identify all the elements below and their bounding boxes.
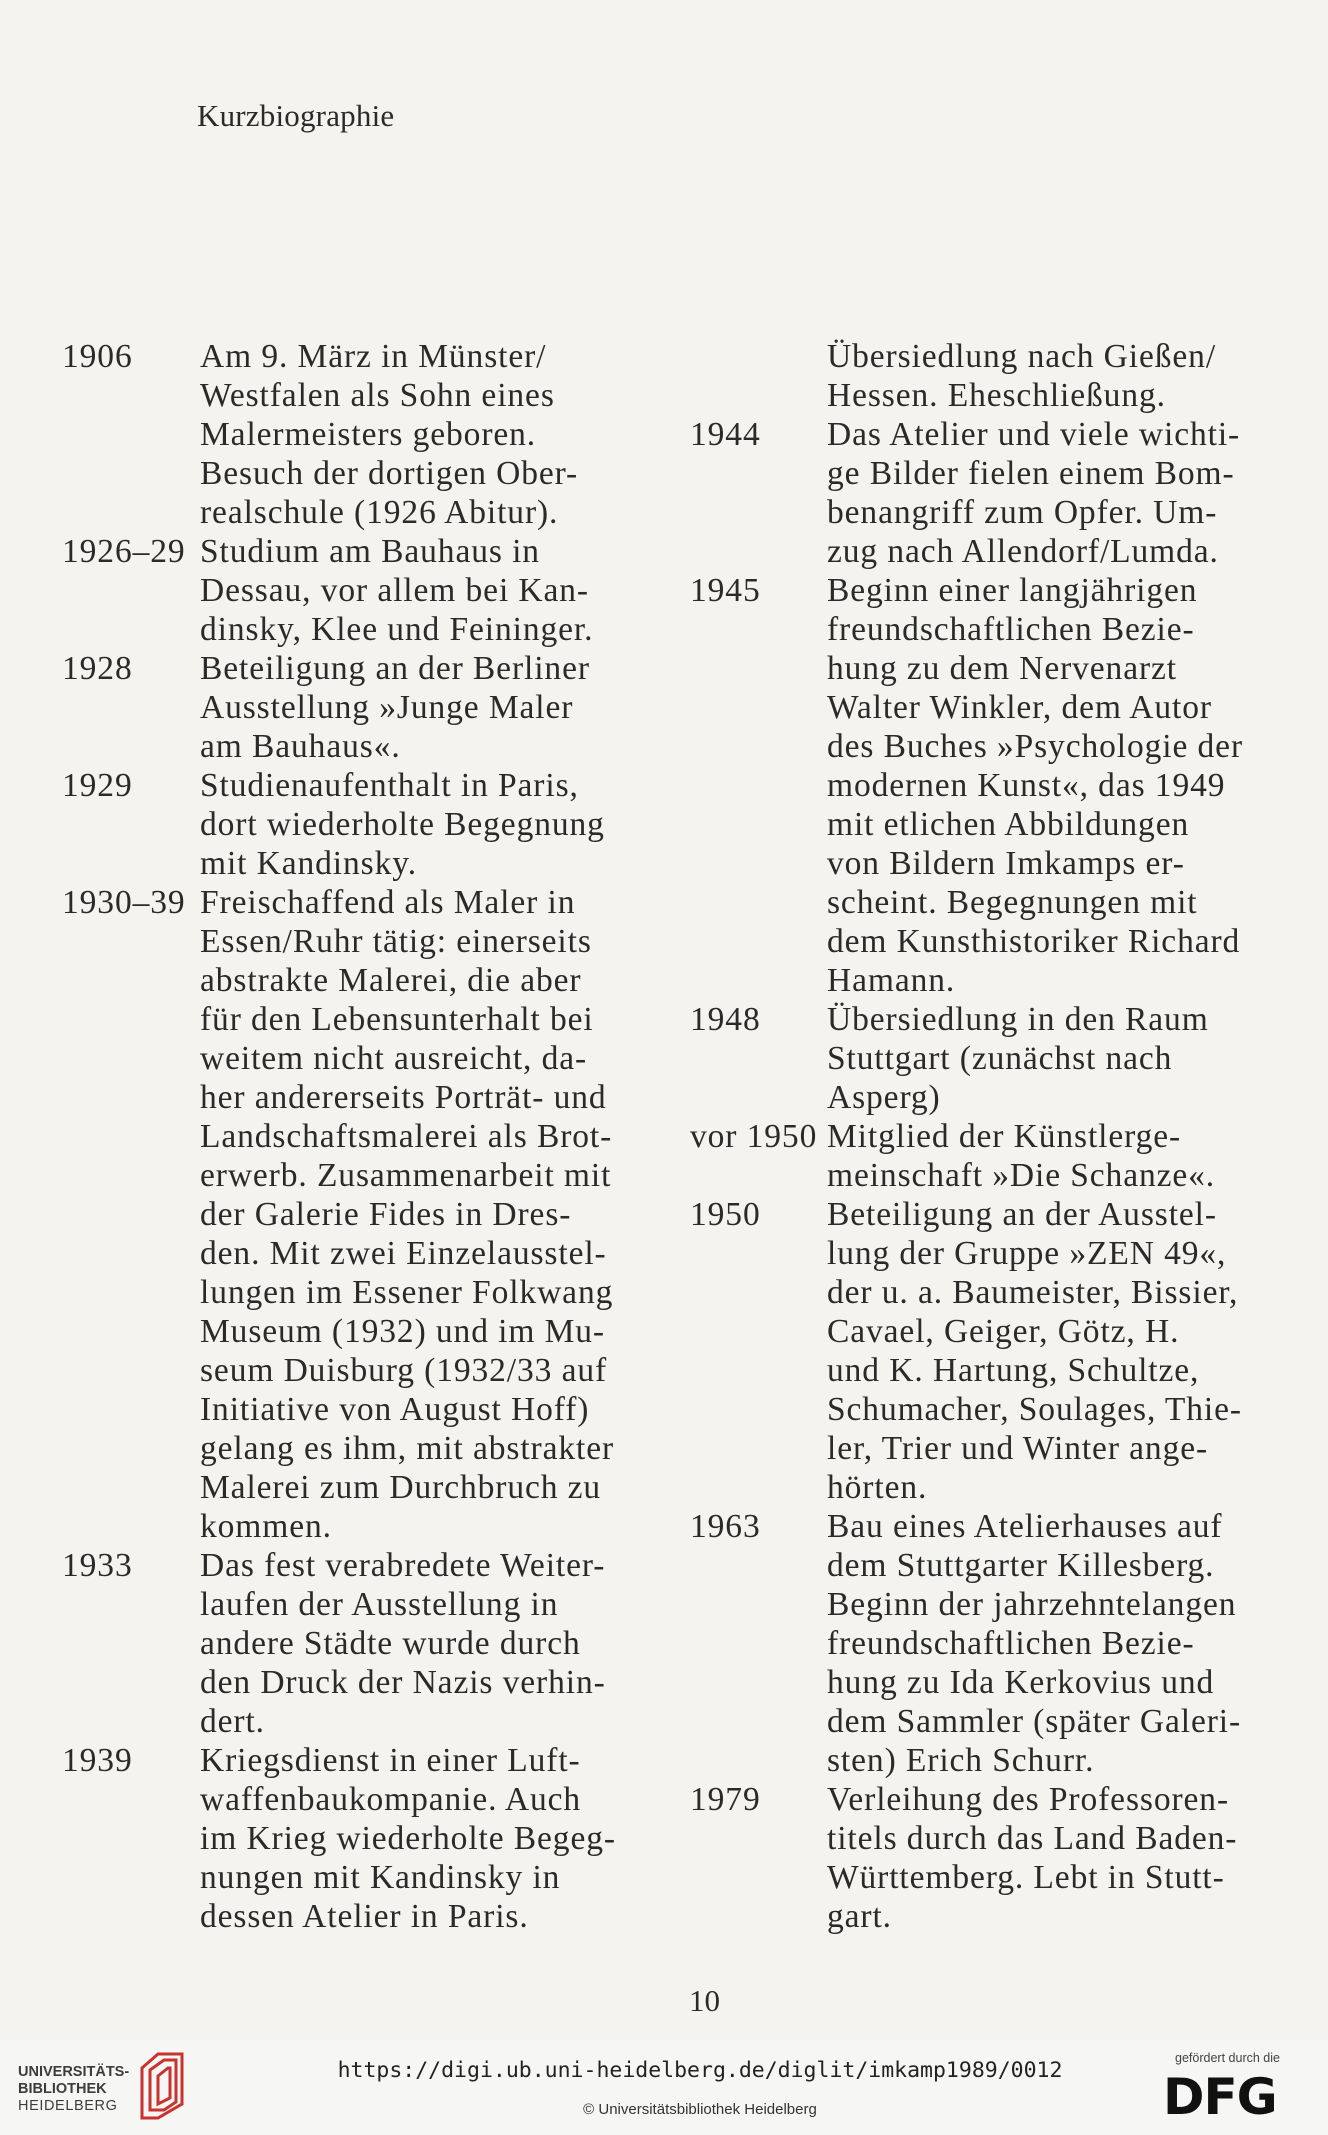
text-line: des Buches »Psychologie der [827,728,1243,765]
biography-entry [690,1780,1290,1936]
text-line: den Druck der Nazis verhin- [200,1664,606,1701]
dfg-caption: gefördert durch die [1175,2051,1280,2065]
dfg-logo[interactable] [1145,2045,1310,2130]
page-number: 10 [689,1983,720,2018]
biography-entry [62,649,662,766]
biography-entry [62,883,662,1546]
entry-text [200,337,662,532]
text-line: Beginn einer langjährigen [827,572,1198,609]
entry-year: 1963 [690,1508,761,1545]
text-line: Westfalen als Sohn eines [200,377,555,414]
biography-entry [690,1117,1290,1195]
entry-year: 1939 [62,1742,133,1779]
text-line: dort wiederholte Begegnung [200,806,605,843]
text-line: Besuch der dortigen Ober- [200,455,579,492]
text-line: scheint. Begegnungen mit [827,884,1198,921]
text-line: dessen Atelier in Paris. [200,1898,529,1935]
biography-entry [690,415,1290,571]
text-line: Württemberg. Lebt in Stutt- [827,1859,1225,1896]
text-line: waffenbaukompanie. Auch [200,1781,582,1818]
entry-text [827,1780,1290,1936]
text-line: freundschaftlichen Bezie- [827,611,1195,648]
text-line: sten) Erich Schurr. [827,1742,1095,1779]
text-line: Das Atelier und viele wichti- [827,416,1241,453]
text-line: freundschaftlichen Bezie- [827,1625,1195,1662]
text-line: abstrakte Malerei, die aber [200,962,582,999]
entry-text [827,415,1290,571]
page-title: Kurzbiographie [197,98,395,133]
entry-text [200,766,662,883]
text-line: realschule (1926 Abitur). [200,494,559,531]
text-line: Walter Winkler, dem Autor [827,689,1212,726]
text-line: Malerei zum Durchbruch zu [200,1469,602,1506]
entry-text [200,649,662,766]
text-line: gelang es ihm, mit abstrakter [200,1430,615,1467]
entry-year: 1933 [62,1547,133,1584]
text-line: dem Sammler (später Galeri- [827,1703,1242,1740]
library-logo-line1: UNIVERSITÄTS- [18,2064,130,2080]
text-line: Mitglied der Künstlerge- [827,1118,1182,1155]
text-line: Schumacher, Soulages, Thie- [827,1391,1242,1428]
text-line: gart. [827,1898,892,1935]
text-line: Essen/Ruhr tätig: einerseits [200,923,592,960]
text-line: ler, Trier und Winter ange- [827,1430,1209,1467]
entry-text [827,1000,1290,1117]
text-line: ge Bilder fielen einem Bom- [827,455,1235,492]
page-url-link[interactable]: https://digi.ub.uni-heidelberg.de/diglit/imkamp1989/0012 [337,2058,1063,2083]
entry-year: 1906 [62,338,133,375]
text-line: her andererseits Porträt- und [200,1079,607,1116]
text-line: Bau eines Atelierhauses auf [827,1508,1223,1545]
text-line: Stuttgart (zunächst nach [827,1040,1173,1077]
text-line: der Galerie Fides in Dres- [200,1196,572,1233]
library-logo-line3: HEIDELBERG [18,2098,118,2114]
text-line: seum Duisburg (1932/33 auf [200,1352,608,1389]
entry-year: 1948 [690,1001,761,1038]
text-line: Am 9. März in Münster/ [200,338,547,375]
text-line: Malermeisters geboren. [200,416,537,453]
biography-entry [690,1507,1290,1780]
text-line: Verleihung des Professoren- [827,1781,1230,1818]
text-line: für den Lebensunterhalt bei [200,1001,594,1038]
entry-year: 1945 [690,572,761,609]
right-column [690,337,1290,1936]
entry-year: 1929 [62,767,133,804]
text-line: dert. [200,1703,265,1740]
text-line: titels durch das Land Baden- [827,1820,1238,1857]
biography-entry [62,1741,662,1936]
text-line: lung der Gruppe »ZEN 49«, [827,1235,1227,1272]
entry-year: 1928 [62,650,133,687]
entry-text [200,883,662,1546]
footer-bar [0,2040,1328,2135]
entry-text [200,1741,662,1936]
biography-entry [62,1546,662,1741]
text-line: Beteiligung an der Berliner [200,650,590,687]
entry-text [827,1117,1290,1195]
text-line: lungen im Essener Folkwang [200,1274,614,1311]
text-line: Hamann. [827,962,956,999]
text-line: Asperg) [827,1079,941,1116]
text-line: von Bildern Imkamps er- [827,845,1185,882]
text-line: dem Kunsthistoriker Richard [827,923,1241,960]
entry-text [200,532,662,649]
text-line: erwerb. Zusammenarbeit mit [200,1157,612,1194]
entry-text [827,571,1290,1000]
text-line: Landschaftsmalerei als Brot- [200,1118,613,1155]
text-line: Ausstellung »Junge Maler [200,689,574,726]
entry-year: vor 1950 [690,1118,818,1155]
text-line: Freischaffend als Maler in [200,884,576,921]
text-line: Initiative von August Hoff) [200,1391,590,1428]
copyright-notice: © Universitätsbibliothek Heidelberg [583,2101,817,2118]
text-line: modernen Kunst«, das 1949 [827,767,1226,804]
text-line: mit Kandinsky. [200,845,418,882]
text-line: dem Stuttgarter Killesberg. [827,1547,1215,1584]
text-line: laufen der Ausstellung in [200,1586,559,1623]
text-line: Beteiligung an der Ausstel- [827,1196,1217,1233]
text-line: Das fest verabredete Weiter- [200,1547,606,1584]
entry-year: 1926–29 [62,533,186,570]
text-line: dinsky, Klee und Feininger. [200,611,594,648]
entry-year: 1979 [690,1781,761,1818]
text-line: benangriff zum Opfer. Um- [827,494,1218,531]
biography-entry [62,766,662,883]
entry-year: 1930–39 [62,884,186,921]
text-line: Kriegsdienst in einer Luft- [200,1742,581,1779]
text-line: Dessau, vor allem bei Kan- [200,572,589,609]
text-line: Studienaufenthalt in Paris, [200,767,579,804]
text-line: meinschaft »Die Schanze«. [827,1157,1216,1194]
text-line: am Bauhaus«. [200,728,401,765]
text-line: Cavael, Geiger, Götz, H. [827,1313,1180,1350]
text-line: kommen. [200,1508,332,1545]
text-line: Beginn der jahrzehntelangen [827,1586,1237,1623]
right-column-entries [690,415,1290,1936]
biography-entry [62,337,662,532]
text-line: im Krieg wiederholte Begeg- [200,1820,616,1857]
text-line: nungen mit Kandinsky in [200,1859,561,1896]
entry-year: 1944 [690,416,761,453]
biography-entry [690,1000,1290,1117]
continued-entry-text [690,337,1290,415]
text-line: hörten. [827,1469,928,1506]
text-line: Studium am Bauhaus in [200,533,540,570]
biography-entry [690,571,1290,1000]
biography-entry [62,532,662,649]
text-line: andere Städte wurde durch [200,1625,581,1662]
entry-text [827,1507,1290,1780]
entry-year: 1950 [690,1196,761,1233]
text-line: zug nach Allendorf/Lumda. [827,533,1219,570]
text-line: mit etlichen Abbildungen [827,806,1190,843]
text-line: den. Mit zwei Einzelausstel- [200,1235,607,1272]
text-line: Museum (1932) und im Mu- [200,1313,605,1350]
biography-entry [690,1195,1290,1507]
text-line: und K. Hartung, Schultze, [827,1352,1200,1389]
entry-text [200,1546,662,1741]
dfg-wordmark: DFG [1163,2068,1277,2126]
text-line: Hessen. Eheschließung. [827,377,1166,414]
text-line: weitem nicht ausreicht, da- [200,1040,588,1077]
text-line: der u. a. Baumeister, Bissier, [827,1274,1239,1311]
text-line: Übersiedlung nach Gießen/ [827,338,1217,375]
library-logo-line2: BIBLIOTHEK [18,2081,107,2097]
left-column [62,337,662,1936]
text-line: hung zu Ida Kerkovius und [827,1664,1215,1701]
text-line: Übersiedlung in den Raum [827,1001,1209,1038]
text-line: hung zu dem Nervenarzt [827,650,1178,687]
entry-text [827,1195,1290,1507]
